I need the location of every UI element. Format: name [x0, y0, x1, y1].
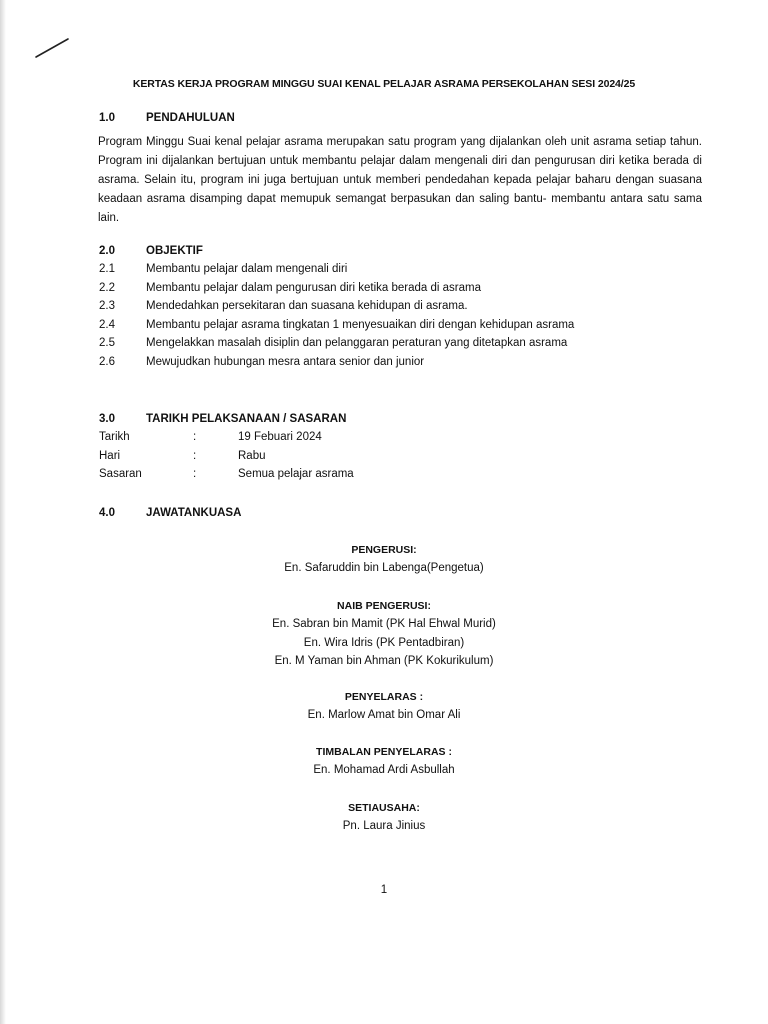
section-title: JAWATANKUASA: [146, 507, 242, 519]
list-item: [0, 337, 768, 356]
person-name: En. Sabran bin Mamit (PK Hal Ehwal Murid): [272, 618, 496, 630]
section-title: TARIKH PELAKSANAAN / SASARAN: [146, 413, 347, 425]
item-number: 2.6: [99, 355, 115, 368]
row-value: 19 Febuari 2024: [238, 431, 322, 443]
intro-paragraph: Program Minggu Suai kenal pelajar asrama merupakan satu program yang dijalankan oleh unit asrama setiap tahun. Program ini dijalankan bertujuan untuk membantu pelajar dalam mengenali diri dan pengurusan diri ketika berada di asrama. Selain itu, program ini juga bertujuan untuk memberi pendedahan kepada pelajar baharu dengan suasana keadaan asrama disamping dapat memupuk semangat berpasukan dan saling bantu- membantu antara satu sama lain.: [98, 136, 702, 224]
role-title: TIMBALAN PENYELARAS :: [316, 746, 452, 758]
item-text: Mewujudkan hubungan mesra antara senior dan junior: [146, 355, 425, 368]
committee-deputy-coordinator: [0, 743, 768, 780]
row-label: Tarikh: [99, 431, 130, 443]
row-separator: :: [193, 431, 197, 443]
item-number: 2.2: [99, 281, 115, 294]
item-text: Membantu pelajar asrama tingkatan 1 menyesuaikan diri dengan kehidupan asrama: [146, 318, 575, 331]
table-row: [0, 431, 768, 450]
role-title: NAIB PENGERUSI:: [337, 600, 431, 612]
item-number: 2.3: [99, 300, 115, 313]
section-number: 1.0: [99, 112, 115, 124]
role-title: SETIAUSAHA:: [348, 802, 420, 814]
scan-edge-shadow: [0, 0, 6, 1024]
row-separator: :: [193, 468, 197, 481]
schedule-table: [0, 431, 768, 487]
role-title: PENYELARAS :: [344, 691, 424, 703]
person-name: En. M Yaman bin Ahman (PK Kokurikulum): [274, 655, 494, 667]
document-title: KERTAS KERJA PROGRAM MINGGU SUAI KENAL PELAJAR ASRAMA PERSEKOLAHAN SESI 2024/25: [132, 78, 636, 90]
committee-coordinator: [0, 688, 768, 725]
table-row: [0, 468, 768, 487]
item-number: 2.1: [99, 263, 115, 275]
objectives-list: [0, 263, 768, 375]
section-title: OBJEKTIF: [146, 245, 203, 257]
role-title: PENGERUSI:: [351, 544, 417, 556]
item-text: Mengelakkan masalah disiplin dan pelanggaran peraturan yang ditetapkan asrama: [146, 337, 568, 350]
person-name: En. Mohamad Ardi Asbullah: [313, 764, 455, 776]
person-name: Pn. Laura Jinius: [342, 820, 426, 832]
section-number: 3.0: [99, 413, 115, 425]
item-number: 2.5: [99, 337, 115, 350]
list-item: [0, 319, 768, 338]
pen-stroke-mark: [34, 36, 74, 60]
list-item: [0, 356, 768, 375]
item-text: Membantu pelajar dalam mengenali diri: [146, 263, 348, 275]
list-item: [0, 282, 768, 301]
list-item: [0, 300, 768, 319]
row-label: Sasaran: [99, 468, 142, 481]
item-number: 2.4: [99, 318, 115, 331]
section-title: PENDAHULUAN: [146, 112, 235, 124]
page-number: 1: [380, 884, 388, 896]
row-label: Hari: [99, 449, 121, 462]
item-text: Mendedahkan persekitaran dan suasana kehidupan di asrama.: [146, 300, 468, 313]
section-number: 4.0: [99, 507, 115, 519]
row-value: Semua pelajar asrama: [238, 468, 354, 481]
committee-secretary: [0, 799, 768, 836]
row-value: Rabu: [238, 449, 266, 462]
committee-vice-chairman: [0, 597, 768, 671]
item-text: Membantu pelajar dalam pengurusan diri ketika berada di asrama: [146, 281, 481, 294]
list-item: [0, 263, 768, 282]
person-name: En. Safaruddin bin Labenga(Pengetua): [284, 562, 484, 574]
section-number: 2.0: [99, 245, 115, 257]
committee-chairman: [0, 541, 768, 578]
table-row: [0, 450, 768, 469]
row-separator: :: [193, 449, 197, 462]
person-name: En. Marlow Amat bin Omar Ali: [307, 709, 461, 721]
person-name: En. Wira Idris (PK Pentadbiran): [303, 636, 465, 649]
